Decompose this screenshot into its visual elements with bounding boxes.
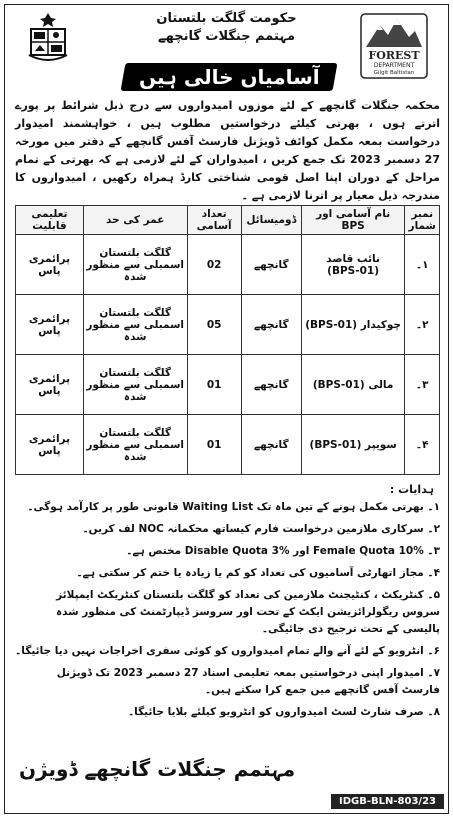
row-education: پرائمری پاس (16, 355, 84, 415)
row-serial: ۳۔ (405, 355, 440, 415)
row-domicile: گانچھے (241, 355, 301, 415)
forest-department-logo-icon (360, 13, 428, 79)
row-count: 01 (187, 355, 241, 415)
post-name: چوکیدار (360, 318, 401, 331)
reference-number: IDGB-BLN-803/23 (331, 794, 444, 809)
header-serial: نمبر شمار (405, 206, 440, 235)
row-age-limit: گلگت بلتستان اسمبلی سے منظور شدہ (83, 355, 187, 415)
post-bps: (BPS-01) (327, 264, 380, 277)
table-row (16, 355, 440, 415)
post-name: نائب قاصد (326, 252, 380, 265)
row-post (301, 295, 405, 355)
instruction-item: ۵۔ کنٹریکٹ ، کنٹیجنٹ ملازمین کی تعداد کو گلگت بلتستان کنٹریکٹ ایمپلائز سروس ریگولرائزیشن ایکٹ کے تحت اور سروسز ڈیپارٹمنٹ کی منظور شدہ پالیسی کے تحت ترجیح دی جائیگی۔ (56, 589, 440, 635)
row-count: 05 (187, 295, 241, 355)
row-post (301, 415, 405, 475)
header-domicile: ڈومیسائل (241, 206, 301, 235)
row-age-limit: گلگت بلتستان اسمبلی سے منظور شدہ (83, 295, 187, 355)
intro-paragraph: محکمہ جنگلات گانچھے کے لئے موزوں امیدواروں سے درج ذیل شرائط پر پورے اترتے ہوں ، بھرتی کیلئے درخواستیں مطلوب ہیں ، خواہشمند امیدوار درخواست بمعہ مکمل کوائف ڈویژنل فارسٹ آفس گانچھے کے دفتر میں مورخہ 27 دسمبر 2023 تک جمع کریں ، امیدواران کے لئے لازمی ہے کہ بھرتی کے تمام مراحل کے دوران اپنا اصل قومی شناختی کارڈ ہمراہ رکھیں ، امیدواروں کا مندرجہ ذیل معیار پر اترنا لازمی ہے ۔ (15, 99, 440, 202)
instruction-item: ۱۔ بھرتی مکمل ہونے کے تین ماہ تک Waiting List قانونی طور پر کارآمد ہوگی۔ (27, 501, 440, 513)
header-education: تعلیمی قابلیت (16, 206, 84, 235)
instruction-item: ۸۔ صرف شارٹ لسٹ امیدواروں کو انٹرویو کیلئے بلایا جائیگا۔ (127, 706, 440, 718)
department-title: مہتمم جنگلات گانچھے (158, 29, 295, 44)
instruction-item: ۷۔ امیدوار اپنی درخواستیں بمعہ تعلیمی اسناد 27 دسمبر 2023 تک ڈویژنل فارسٹ آفس گانچھے میں جمع کرا سکتے ہیں۔ (56, 667, 440, 696)
vacancies-banner (121, 63, 338, 91)
row-domicile: گانچھے (241, 295, 301, 355)
row-age-limit: گلگت بلتستان اسمبلی سے منظور شدہ (83, 415, 187, 475)
instruction-item: ۳۔ Female Quota 10% اور Disable Quota 3% مختص ہے۔ (126, 545, 440, 557)
row-serial: ۲۔ (405, 295, 440, 355)
row-education: پرائمری پاس (16, 235, 84, 295)
row-count: 02 (187, 235, 241, 295)
row-post (301, 235, 405, 295)
row-count: 01 (187, 415, 241, 475)
table-row (16, 415, 440, 475)
instructions-list (15, 499, 440, 726)
instruction-item: ۲۔ سرکاری ملازمین درخواست فارم کیساتھ محکمانہ NOC لف کریں۔ (82, 523, 440, 535)
instructions-title: ہدایات : (389, 483, 434, 496)
table-row (16, 235, 440, 295)
signature-block: مہتمم جنگلات گانچھے ڈویژن (19, 757, 296, 781)
header-post: نام آسامی اور BPS (301, 206, 405, 235)
row-serial: ۱۔ (405, 235, 440, 295)
post-name: مالی (368, 378, 394, 391)
post-name: سویپر (365, 438, 397, 451)
row-domicile: گانچھے (241, 235, 301, 295)
post-bps: (BPS-01) (309, 438, 362, 451)
forest-logo-subtitle: DEPARTMENT (373, 62, 415, 69)
row-post (301, 355, 405, 415)
government-title: حکومت گلگت بلتستان (156, 11, 297, 26)
table-row (16, 295, 440, 355)
advertisement-page (4, 4, 449, 814)
header-age-limit: عمر کی حد (83, 206, 187, 235)
row-age-limit: گلگت بلتستان اسمبلی سے منظور شدہ (83, 235, 187, 295)
vacancies-banner-text: آسامیاں خالی ہیں (138, 65, 320, 89)
instruction-item: ۶۔ انٹرویو کے لئے آنے والے تمام امیدواروں کو کوئی سفری اخراجات نہیں دیا جائیگا۔ (15, 645, 440, 657)
header-count: تعداد آسامی (187, 206, 241, 235)
vacancies-table (15, 205, 440, 475)
post-bps: (BPS-01) (305, 318, 358, 331)
row-education: پرائمری پاس (16, 415, 84, 475)
post-bps: (BPS-01) (312, 378, 365, 391)
row-education: پرائمری پاس (16, 295, 84, 355)
row-domicile: گانچھے (241, 415, 301, 475)
instruction-item: ۴۔ مجاز اتھارٹی آسامیوں کی تعداد کو کم یا زیادہ یا ختم کر سکتی ہے۔ (76, 567, 440, 579)
table-header-row (16, 206, 440, 235)
row-serial: ۴۔ (405, 415, 440, 475)
forest-logo-region: Gilgit Baltistan (373, 70, 415, 76)
forest-logo-title: FOREST (368, 49, 420, 62)
